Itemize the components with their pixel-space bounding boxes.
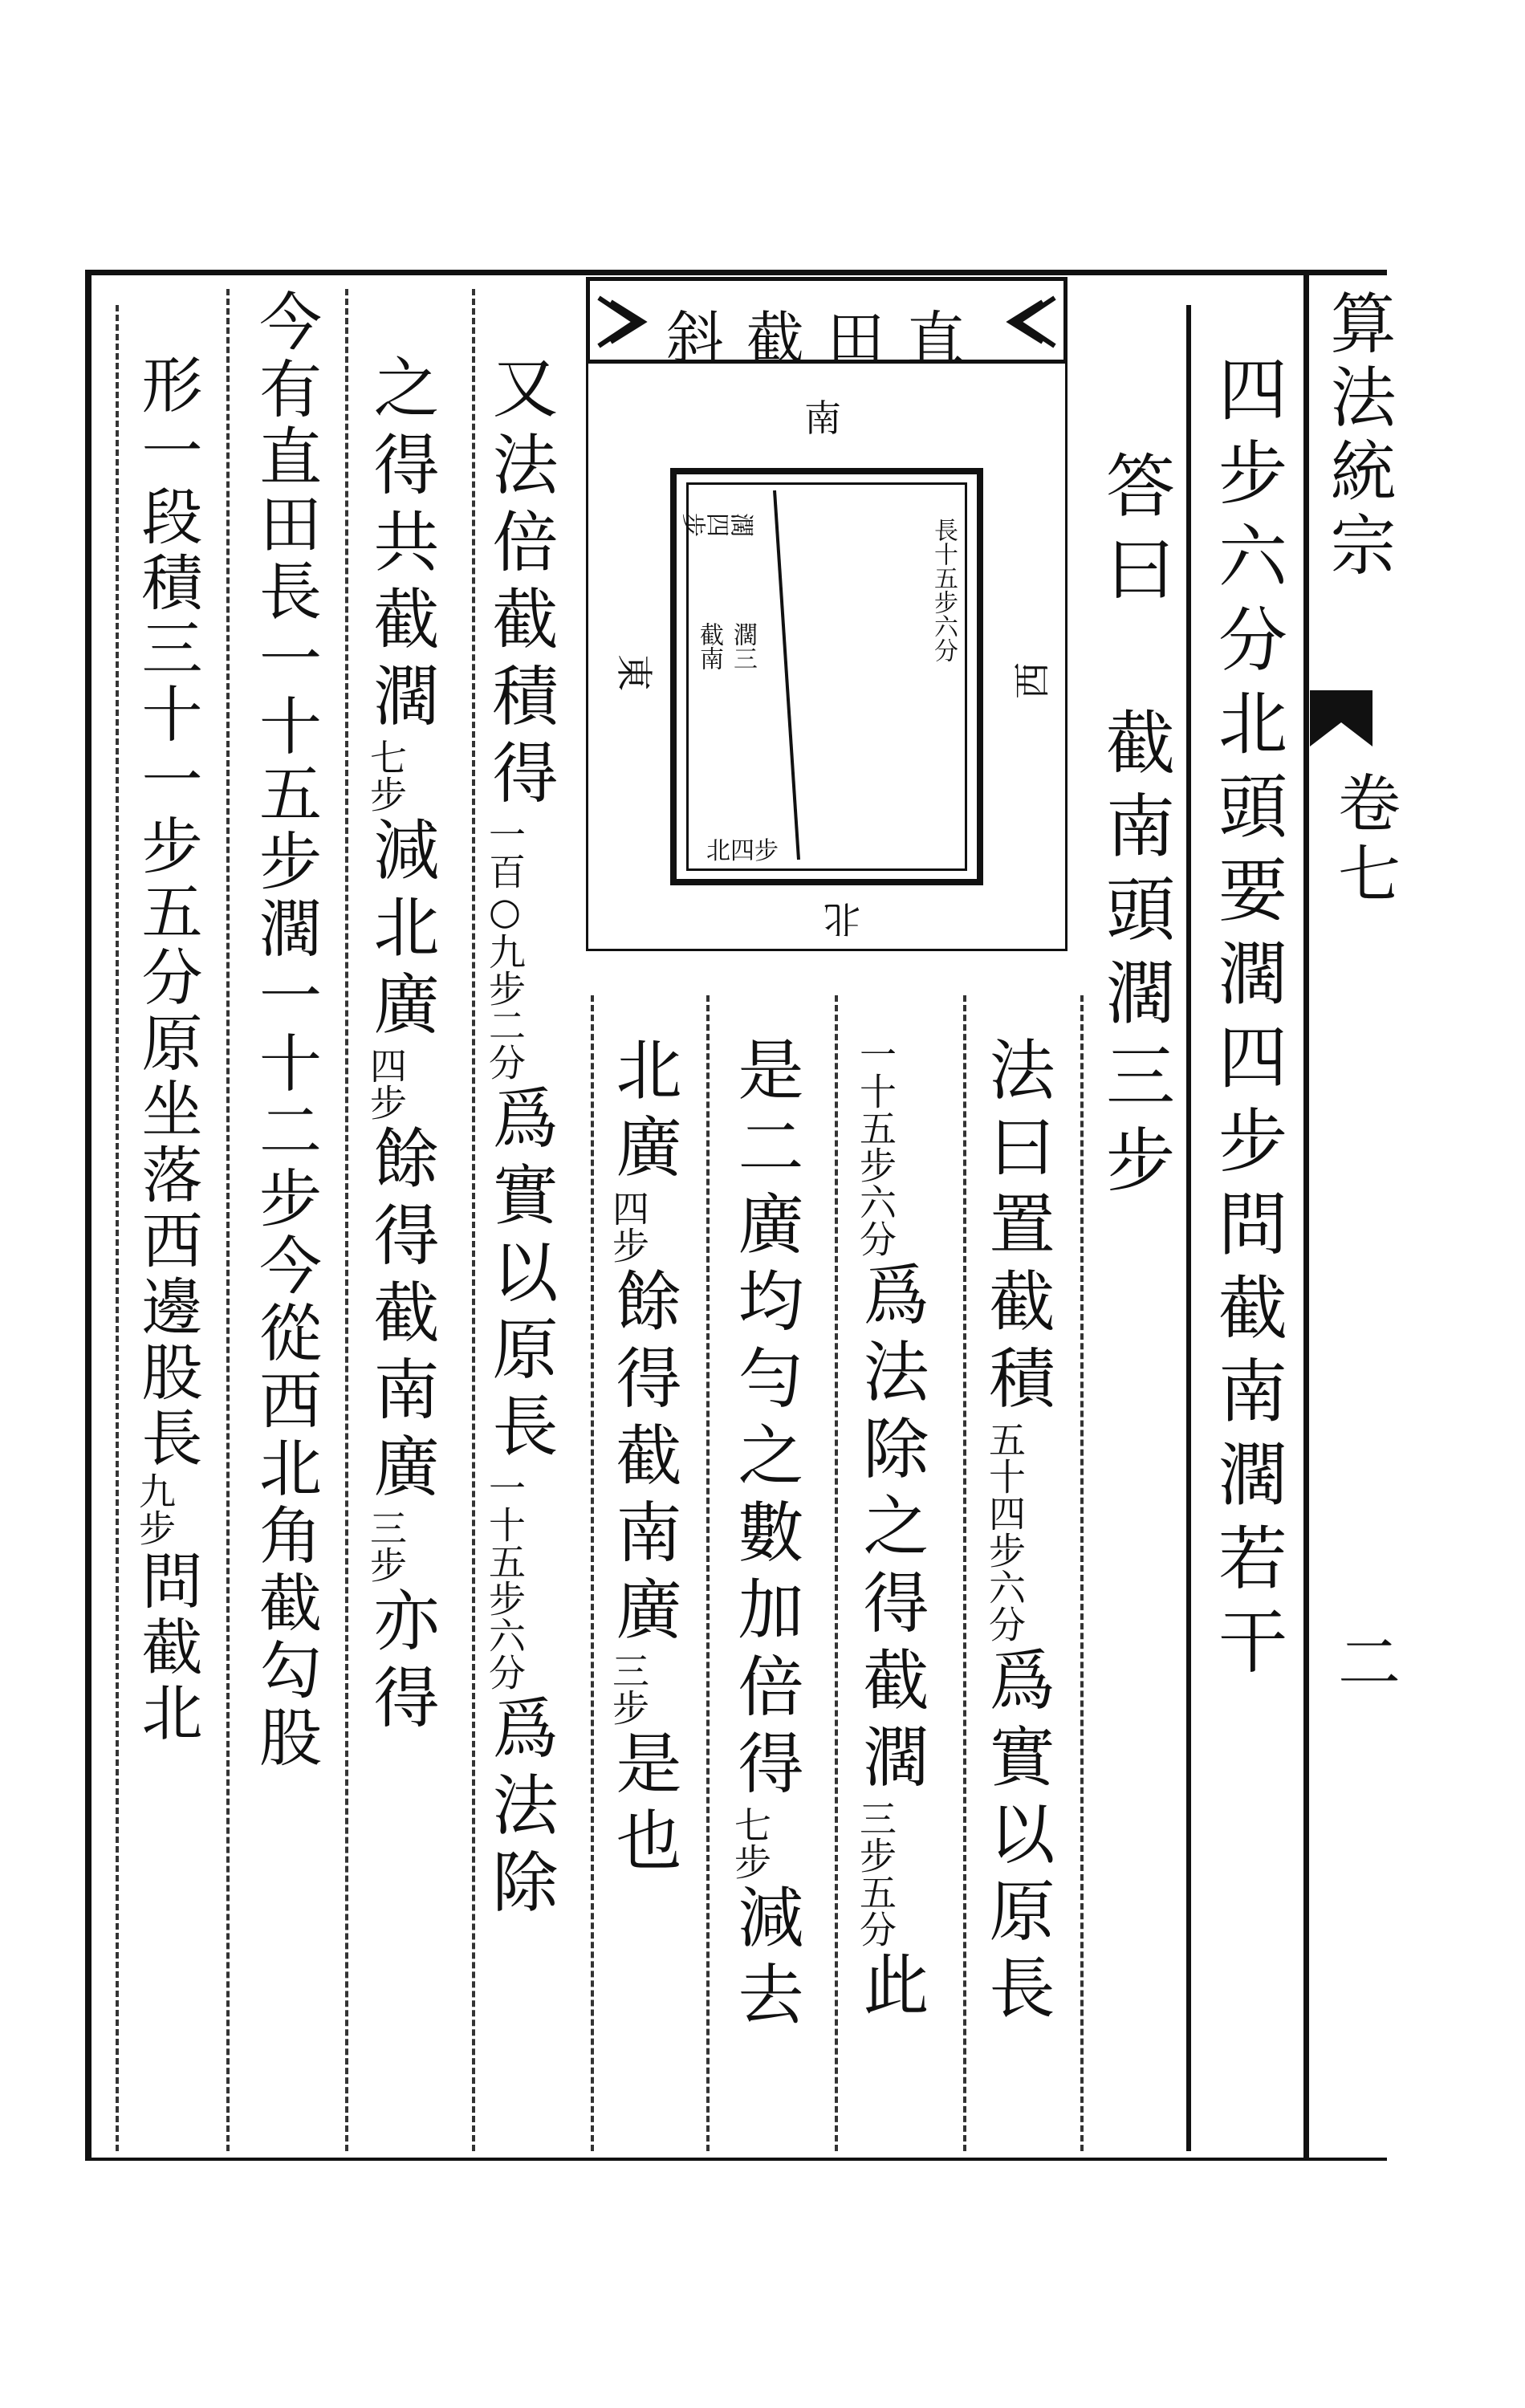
method-column-4 bbox=[605, 1035, 706, 1883]
new-problem-column-1: 今有直田長一十五步濶一十二步今從西北角截勾股 bbox=[249, 289, 321, 1772]
method-text: 此 bbox=[852, 1950, 929, 2028]
method-text: 法曰置截積 bbox=[978, 1035, 1055, 1421]
new-problem-column-2 bbox=[132, 353, 225, 1747]
frame-divider-fishtail bbox=[1303, 270, 1309, 2158]
method-note: 四步 bbox=[607, 1190, 650, 1263]
label-inner-left: 截南 bbox=[695, 622, 723, 670]
column-rule bbox=[226, 289, 230, 2151]
column-rule bbox=[835, 995, 838, 2151]
answer-text: 截南頭濶三步 bbox=[1094, 706, 1174, 1207]
alt-method-text: 餘得截南廣 bbox=[363, 1124, 439, 1509]
book-title: 算法統宗 bbox=[1320, 289, 1396, 584]
method-note: 七步 bbox=[729, 1806, 772, 1880]
volume-label: 卷七 bbox=[1328, 771, 1400, 912]
frame-left-border bbox=[85, 270, 92, 2161]
alt-method-note: 七步 bbox=[364, 738, 408, 812]
answer-label: 答曰 bbox=[1094, 449, 1174, 616]
label-bottom-left: 北四步 bbox=[706, 837, 779, 865]
diagram-title-banner bbox=[586, 277, 1068, 372]
cut-line bbox=[686, 482, 967, 871]
column-rule bbox=[706, 995, 710, 2151]
alt-method-text: 亦得 bbox=[363, 1586, 439, 1740]
method-text: 爲實以原長 bbox=[978, 1645, 1055, 2031]
method-text: 減去 bbox=[727, 1883, 803, 2037]
alt-method-text: 又法倍截積得 bbox=[482, 353, 558, 816]
label-long-side: 長十五步六分 bbox=[929, 518, 958, 662]
frame-top-border bbox=[87, 270, 1387, 275]
frame-bottom-border bbox=[87, 2158, 1387, 2161]
alt-method-text: 爲法除 bbox=[482, 1694, 558, 1925]
alt-method-text: 爲實以原長 bbox=[482, 1084, 558, 1469]
method-text: 爲法除之得截濶 bbox=[852, 1260, 929, 1800]
column-rule bbox=[116, 305, 119, 2151]
alt-method-text: 減北廣 bbox=[363, 816, 439, 1047]
method-column-3 bbox=[727, 1035, 828, 2037]
method-column-1 bbox=[978, 1035, 1072, 2031]
frame-divider-problem bbox=[1186, 305, 1191, 2151]
problem-text: 四步六分北頭要濶四步問截南濶若干 bbox=[1206, 353, 1287, 1689]
alt-method-note: 四步 bbox=[364, 1047, 408, 1121]
new-problem-text: 問截北 bbox=[132, 1549, 203, 1747]
column-rule bbox=[591, 995, 594, 2151]
new-problem-text: 形一段積三十一步五分原坐落西邊股長 bbox=[132, 353, 203, 1472]
new-problem-note: 九步 bbox=[133, 1472, 177, 1546]
compass-south: 南 bbox=[804, 397, 841, 440]
alt-method-note: 三步 bbox=[364, 1509, 408, 1583]
label-south-width: 濶四步 bbox=[682, 508, 754, 536]
folio-number: 二 bbox=[1328, 1629, 1400, 1692]
method-note: 三步五分 bbox=[854, 1800, 897, 1947]
alt-method-note: 一百○九步二分 bbox=[483, 816, 527, 1080]
fishtail-mark bbox=[1310, 690, 1372, 746]
compass-north: 北 bbox=[824, 897, 860, 941]
alt-method-text: 之得共截濶 bbox=[363, 353, 439, 738]
method-note: 三步 bbox=[607, 1652, 650, 1726]
diagram-title: 直田截斜 bbox=[665, 305, 987, 372]
alt-method-column-2 bbox=[363, 353, 464, 1740]
method-text: 是也 bbox=[605, 1729, 681, 1883]
label-inner-mid: 濶三 bbox=[729, 622, 757, 670]
method-text: 餘得截南廣 bbox=[605, 1267, 681, 1652]
diagram bbox=[586, 277, 1068, 951]
method-text: 北廣 bbox=[605, 1035, 681, 1190]
compass-east: 東 bbox=[612, 654, 656, 691]
column-rule bbox=[345, 289, 348, 2151]
compass-west: 西 bbox=[1011, 662, 1054, 699]
method-column-2 bbox=[852, 1035, 954, 2028]
method-note: 五十四步六分 bbox=[983, 1421, 1027, 1642]
method-note: 一十五步六分 bbox=[854, 1035, 897, 1257]
alt-method-column-1 bbox=[482, 353, 583, 1925]
column-rule bbox=[472, 289, 475, 2151]
method-text: 是二廣均勻之數加倍得 bbox=[727, 1035, 803, 1806]
alt-method-note: 一十五步六分 bbox=[483, 1469, 527, 1690]
column-rule bbox=[1080, 995, 1084, 2151]
column-rule bbox=[963, 995, 966, 2151]
